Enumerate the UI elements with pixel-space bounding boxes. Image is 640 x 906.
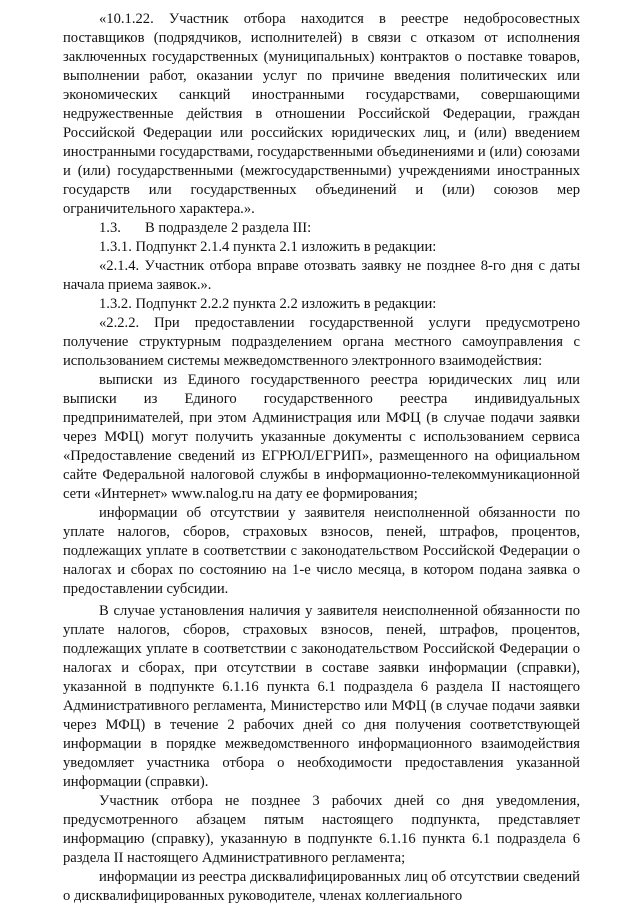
- paragraph-2-2-2: «2.2.2. При предоставлении государственной услуги предусмотрено получение структурным подразделением органа местного самоуправления с использованием системы межведомственного электронного взаимодействия:: [63, 315, 580, 369]
- paragraph-participant-response: Участник отбора не позднее 3 рабочих дней со дня уведомления, предусмотренного абзацем пятым настоящего подпункта, представляет информацию (справку), указанную в подпункте 6.1.16 пункта 6.1 подраздела 6 раздела II настоящего Административного регламента;: [63, 793, 580, 866]
- item-1-3-text: В подразделе 2 раздела III:: [144, 220, 312, 236]
- paragraph-debt-notification: В случае установления наличия у заявителя неисполненной обязанности по уплате налогов, сборов, страховых взносов, пеней, штрафов, процентов, подлежащих уплате в соответствии с законодательством Российской Федерации о налогах и сборах, при отсутствии в составе заявки информации (справки), указанной в подпункте 6.1.16 пункта 6.1 подраздела 6 раздела II настоящего Административного регламента, Министерство или МФЦ (в случае подачи заявки через МФЦ) в течение 2 рабочих дней со дня получения соответствующей информации в порядке межведомственного информационного взаимодействия уведомляет участника отбора о необходимости предоставления указанной информации (справки).: [63, 603, 580, 790]
- paragraph-tax-debt-info: информации об отсутствии у заявителя неисполненной обязанности по уплате налогов, сборов, страховых взносов, пеней, штрафов, процентов, подлежащих уплате в соответствии с законодательством Российской Федерации о налогах и сборах по состоянию на 1-е число месяца, в котором подана заявка о предоставлении субсидии.: [63, 505, 580, 597]
- item-1-3-number: 1.3.: [99, 220, 121, 236]
- paragraph-disqualified-registry: информации из реестра дисквалифицированных лиц об отсутствии сведений о дисквалифицированных руководителе, членах коллегиального: [63, 869, 580, 904]
- document-page: [63, 10, 580, 906]
- paragraph-2-1-4: «2.1.4. Участник отбора вправе отозвать заявку не позднее 8-го дня с даты начала приема заявок.».: [63, 258, 580, 293]
- paragraph-egrul-extract: выписки из Единого государственного реестра юридических лиц или выписки из Единого государственного реестра индивидуальных предпринимателей, при этом Администрация или МФЦ (в случае подачи заявки через МФЦ) могут получить указанные документы с использованием сервиса «Предоставление сведений из ЕГРЮЛ/ЕГРИП», размещенного на официальном сайте Федеральной налоговой службы в информационно-телекоммуникационной сети «Интернет» www.nalog.ru на дату ее формирования;: [63, 372, 580, 502]
- item-1-3-2: 1.3.2. Подпункт 2.2.2 пункта 2.2 изложить в редакции:: [99, 296, 437, 312]
- item-1-3: [63, 219, 580, 238]
- paragraph-10-1-22: «10.1.22. Участник отбора находится в реестре недобросовестных поставщиков (подрядчиков, исполнителей) в связи с отказом от исполнения заключенных государственных (муниципальных) контрактов о поставке товаров, выполнении работ, оказании услуг по причине введения политических или экономических санкций иностранными государствами, совершающими недружественные действия в отношении Российской Федерации, граждан Российской Федерации или российских юридических лиц, и (или) введением иностранными государствами, государственными объединениями и (или) союзами и (или) государственными (межгосударственными) учреждениями иностранных государств или государственных объединений и (или) союзов мер ограничительного характера.».: [63, 11, 580, 217]
- item-1-3-1: 1.3.1. Подпункт 2.1.4 пункта 2.1 изложить в редакции:: [99, 239, 437, 255]
